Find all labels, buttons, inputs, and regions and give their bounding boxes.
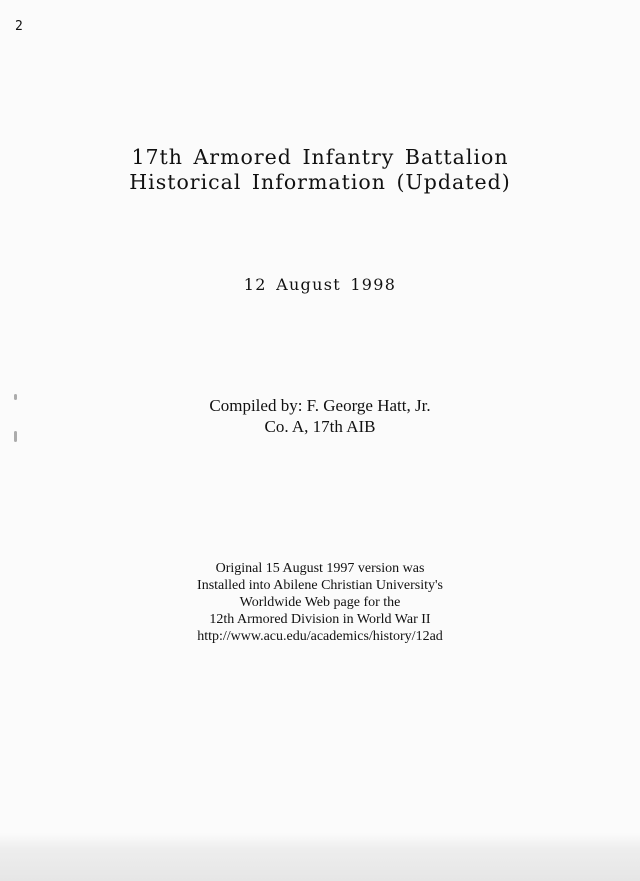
- title-line-2: Historical Information (Updated): [129, 170, 511, 194]
- note-line-1: Original 15 August 1997 version was: [215, 561, 425, 576]
- page-number: 2: [15, 19, 23, 34]
- note-line-4: 12th Armored Division in World War II: [209, 612, 431, 627]
- note-line-2: Installed into Abilene Christian University's: [197, 578, 443, 593]
- scan-edge: [0, 833, 640, 881]
- document-date: 12 August 1998: [243, 275, 397, 294]
- note-line-3: Worldwide Web page for the: [239, 595, 401, 610]
- compiled-by-line: Compiled by: F. George Hatt, Jr.: [209, 396, 431, 415]
- document-title: [0, 145, 640, 195]
- compiled-by-block: [0, 395, 640, 437]
- note-url: http://www.acu.edu/academics/history/12ad: [197, 629, 443, 644]
- title-line-1: 17th Armored Infantry Battalion: [131, 145, 509, 169]
- unit-line: Co. A, 17th AIB: [264, 417, 376, 436]
- version-note: [0, 560, 640, 645]
